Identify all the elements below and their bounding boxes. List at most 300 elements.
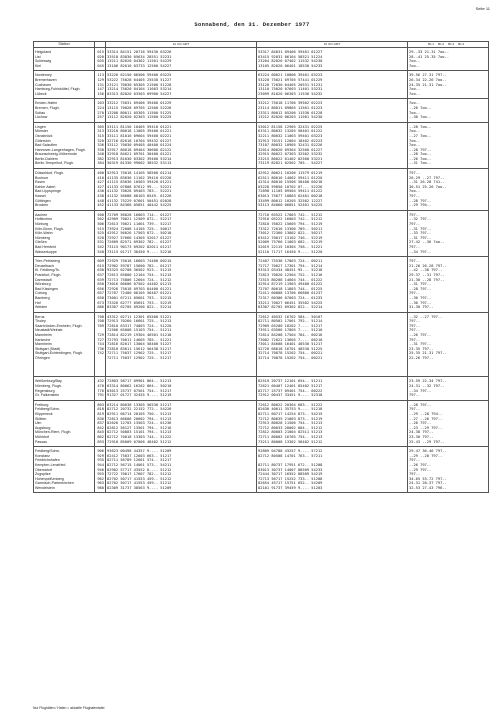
observations-15: [257, 71, 408, 99]
station-ids-line: 147: [97, 87, 104, 92]
observations-12-line: 13211 82020 04302 11501 54229: [107, 59, 172, 64]
observations-15: [257, 48, 408, 71]
station-ids-line: 657: [97, 291, 104, 296]
extra-values-line: 24-31 --32 797--: [409, 384, 445, 388]
station-names-line: Gießen: [35, 240, 47, 245]
station-group: [34, 377, 489, 400]
observations-12-line: 82702 50717 41553 459-- 51212: [107, 476, 172, 481]
station-names: [34, 71, 95, 99]
observations-15-line: 72621 60407 12401 85402 51217: [258, 384, 323, 388]
observations-15: [257, 447, 408, 493]
station-names-line: Wasserkuppe: [35, 249, 57, 254]
extra-values-line: 25-35 21-31 797--: [409, 351, 447, 356]
observations-15-line: 63311 80032 13205 58401 01222: [258, 129, 323, 134]
station-names: [34, 447, 95, 493]
station-names-line: Wendelstein: [35, 485, 55, 490]
station-ids-line: 452: [97, 203, 104, 208]
observations-12-line: 93325 02708 36502 923-- 51215: [107, 268, 172, 273]
station-names-line: Köln-Wahn: [35, 231, 53, 236]
station-ids-line: 224: [97, 105, 104, 110]
station-names-line: Stuttgart (Stadt): [35, 346, 61, 351]
extra-values: [408, 447, 489, 493]
station-ids-line: 548: [97, 249, 104, 254]
extra-values-line: 7oo--: [409, 63, 421, 68]
observations-12-line: 72929 75018 16603 74400 00215: [107, 259, 172, 264]
station-group: [34, 312, 489, 377]
station-names-line: Bremen, Flugh.: [35, 105, 60, 110]
station-ids: [95, 210, 106, 256]
station-names-line: Stötten: [35, 416, 47, 421]
observations-12-line: 72707 72400 06105 56407 01221: [107, 291, 172, 296]
observations-15-line: 52019 22115 10304 758-- 51221: [258, 244, 323, 249]
extra-values-line: 29-37 --31 797--: [409, 272, 445, 277]
station-names-line: Stuttgart-Echterdingen, Flugh.: [35, 351, 83, 356]
observations-12-line: 83013 25737 07501 754-- 51217: [107, 388, 172, 393]
station-names-line: Passau: [35, 439, 47, 444]
observations-15-line: 32211 80032 11003 59401 03223: [258, 133, 323, 138]
extra-values: [408, 377, 489, 400]
station-names-line: Gütersloh: [35, 138, 51, 143]
station-ids-line: 470: [97, 384, 104, 388]
observations-12: [106, 122, 257, 168]
observations-12-line: 43312 02711 12301 65500 51221: [107, 314, 172, 319]
extra-values-line: 29-47 36-46 797--: [409, 449, 447, 454]
station-names-line: Tholey: [35, 319, 46, 324]
observations-12-line: 73115 90173 09202 82011 01217: [107, 244, 172, 249]
observations-15-line: 72407 75538 17803 724-- 00211: [258, 259, 323, 264]
page-number: Seite 11: [475, 6, 490, 11]
observations-12-line: 72711 75037 12902 725-- 51217: [107, 351, 172, 356]
station-ids: [95, 377, 106, 400]
observations-12-line: 73924 72608 14105 725-- 50017: [107, 226, 172, 231]
observations-15-line: 32914 87219 11903 49400 01222: [258, 282, 323, 287]
observations-12: [106, 312, 257, 377]
observations-12-line: 82911 66714 20105 750-- 51213: [107, 411, 172, 416]
station-names-line: Augsburg: [35, 425, 51, 430]
observations-15-line: 82630 40011 35753 9---- 51218: [258, 407, 323, 412]
observations-15: [257, 312, 408, 377]
observations-12: [106, 99, 257, 122]
station-ids-line: 528: [97, 235, 104, 240]
observations-12-line: 82812 56127 13501 794-- 51216: [107, 425, 172, 430]
extra-values-line: --28 797--: [409, 198, 432, 203]
observations-12-line: 32917 80018 09404 30600 02122: [107, 147, 172, 152]
extra-values-line: --34 797--: [409, 388, 432, 393]
observations-12-line: 42912 56026 17503 872-- 50210: [107, 231, 172, 236]
station-names: [34, 48, 95, 71]
station-names-line: Mannheim: [35, 342, 52, 347]
station-ids-line: 427: [97, 184, 104, 189]
extra-values-line: 7oo--: [409, 189, 421, 194]
observations-15-line: 23204 82020 07402 11532 54230: [258, 59, 323, 64]
extra-values-line: --27 --26 797--: [409, 416, 443, 421]
station-names-line: Brocken: [35, 203, 49, 208]
station-ids-line: 650: [97, 282, 104, 287]
station-names-line: Ulm: [35, 421, 42, 426]
observations-15-line: 33120 72030 04405 20531 51231: [258, 82, 323, 87]
station-ids-line: 045: [97, 63, 104, 68]
station-ids-line: 336: [97, 143, 104, 148]
station-ids-line: 686: [97, 305, 104, 310]
observations-15-line: 52009 75766 11003 682-- 52219: [258, 240, 323, 245]
observations-15-line: 52720 68018 16701 48530 51225: [258, 346, 323, 351]
observations-12-line: 30319 81330 99602 38532 53113: [107, 161, 172, 166]
observations-15-line: 42912 80021 10206 11579 01219: [258, 171, 323, 176]
station-ids-line: 020: [97, 54, 104, 59]
extra-values-line: 30-51 25-26 7oo--: [409, 184, 447, 189]
station-names-line: Freiburg: [35, 402, 49, 407]
station-ids-line: 382: [97, 156, 104, 161]
observations-15-line: 82712 80508 14701 763-- 57211: [258, 453, 323, 458]
station-names-line: Konstanz: [35, 453, 50, 458]
observations-12-line: 41133 07808 07612 99--- 52221: [107, 184, 172, 189]
station-names-line: Kiel: [35, 63, 41, 68]
observations-12-line: 73115 01717 36450 9---- 52216: [107, 249, 172, 254]
extra-values-line: --30 7oo--: [409, 115, 432, 120]
station-ids-line: 837: [97, 421, 104, 426]
observations-12: [106, 169, 257, 211]
extra-subheader: 8h-3: [448, 42, 455, 46]
weather-observations-table: [33, 41, 489, 493]
observations-15-line: 32714 70878 15202 754-- 00221: [258, 356, 323, 361]
extra-values-line: 23-59 22-34 797--: [409, 379, 447, 384]
station-ids-line: 709: [97, 323, 104, 328]
extra-values-line: 25-43 --29 797--: [409, 439, 445, 444]
station-names-line: Garmisch-Partenkirchen: [35, 481, 74, 486]
observations-12-line: 72506 65008 15103 754-- 51211: [107, 328, 172, 333]
observations-15-line: 42314 80010 15506 58400 00218: [258, 180, 323, 185]
extra-values-line: 797--: [409, 212, 421, 217]
station-names-line: Trier-Petrisberg: [35, 259, 60, 264]
extra-values-line: 7oo--: [409, 138, 421, 143]
station-ids-line: 637: [97, 272, 104, 277]
observations-15: [257, 169, 408, 211]
station-ids-line: 338: [97, 147, 104, 152]
observations-15-line: 33212 75018 11706 39502 02223: [258, 101, 323, 106]
station-ids-line: 156: [97, 91, 104, 96]
observations-15-line: 53220 75021 09705 57441 01229: [258, 77, 323, 82]
observations-15: [257, 99, 408, 122]
observations-15-line: 32014 80020 09304 32500 01227: [258, 147, 323, 152]
station-names-line: Göttingen: [35, 198, 51, 203]
extra-values-line: 21-30 --28 797--: [409, 277, 445, 282]
observations-12-line: 72818 83011 15612 56438 51217: [107, 346, 172, 351]
extra-values-line: 797--: [409, 222, 421, 226]
station-ids-line: 673: [97, 300, 104, 305]
observations-15-line: 72814 84208 17504 784-- 00216: [258, 333, 323, 338]
extra-values-line: 24-31 28-37 797--: [409, 481, 447, 486]
extra-values-line: 24-35 21-31 7oo--: [409, 82, 447, 87]
observations-12-line: 72722 70017 17607 782-- 51212: [107, 472, 172, 477]
page-title: Sonnabend, den 31. Dezember 1977: [194, 21, 310, 28]
station-ids-line: 015: [97, 50, 104, 54]
extra-values-line: --28 797--: [409, 147, 432, 152]
extra-values-line: 7oo--: [409, 143, 421, 148]
station-names-line: Braunschweig-Völkenrode: [35, 152, 77, 157]
observations-15-line: 23114 80011 09805 11501 01223: [258, 105, 323, 110]
station-group: [34, 210, 489, 256]
station-ids-line: 525: [97, 231, 104, 236]
observations-12-line: 72902 59787 15600 782-- 01217: [107, 263, 172, 268]
extra-values-line: --28 797--: [409, 286, 432, 291]
station-ids-line: 845: [97, 430, 104, 435]
extra-values-line: 23-30 797--: [409, 434, 434, 439]
observations-12-line: 82902 57717 43552 8---- 51212: [107, 467, 172, 472]
station-names-line: Öhringen: [35, 356, 50, 361]
station-ids-line: 203: [97, 101, 104, 106]
station-ids-line: 929: [97, 453, 104, 458]
observations-15-line: 73119 82021 02502 705-- 54227: [258, 161, 323, 166]
observations-15-line: 73012 72360 13802 822-- 50217: [258, 231, 323, 236]
station-names-line: Berlin-Dahlem: [35, 156, 58, 161]
extra-subheader: 8h-2: [437, 42, 444, 46]
observations-15: [257, 257, 408, 313]
station-ids-line: 129: [97, 77, 104, 82]
station-names-line: Bad Salzuflen: [35, 143, 58, 148]
station-ids-line: 430: [97, 189, 104, 194]
station-ids-line: 448: [97, 198, 104, 203]
station-ids-line: 515: [97, 226, 104, 231]
observations-12-line: 41133 84368 05851 40442 54225: [107, 203, 172, 208]
station-names: [34, 257, 95, 313]
observations-12: [106, 71, 257, 99]
station-names-line: Helgoland: [35, 50, 52, 54]
observations-12: [106, 257, 257, 313]
observations-12-line: 72927 57666 14305 52017 01227: [107, 235, 172, 240]
observations-15-line: 72707 80018 11803 744-- 01225: [258, 286, 323, 291]
station-ids-line: 744: [97, 342, 104, 347]
extra-values-line: 7oo--: [409, 91, 421, 96]
observations-15-line: 73002 72022 13605 7---- 00210: [258, 337, 323, 342]
extra-values-line: 28--41 25-35 7oo--: [409, 54, 449, 59]
station-ids-line: 727: [97, 337, 104, 342]
station-names-line: Regensburg: [35, 388, 55, 393]
observations-12-line: 72709 56028 16003 714-- 01227: [107, 212, 172, 217]
station-ids-line: 736: [97, 346, 104, 351]
extra-values-line: 797--: [409, 323, 421, 328]
station-ids-line: 742: [97, 351, 104, 356]
observations-12-line: 41132 70028 09403 783-- 52221: [107, 189, 172, 194]
station-ids-line: 656: [97, 286, 104, 291]
station-group: [34, 99, 489, 122]
extra-values-line: --31 797--: [409, 235, 432, 240]
extra-values: [408, 99, 489, 122]
observations-15-line: 72898 11105 09504 59411 01222: [258, 189, 323, 194]
observations-12-line: 82712 20732 22152 772-- 54226: [107, 407, 172, 412]
observations-12-line: 82712 56715 14001 573-- 54211: [107, 462, 172, 467]
extra-values-line: 797--: [409, 393, 421, 398]
station-ids-line: 819: [97, 411, 104, 416]
station-ids-line: 639: [97, 277, 104, 282]
observations-15-line: 83307 82702 09302 822-- 52214: [258, 305, 323, 310]
observations-12-line: 83307 62705 09206 822-- 52214: [107, 305, 172, 310]
station-ids-line: 791: [97, 393, 104, 398]
station-ids-line: 320: [97, 138, 104, 143]
extra-values-line: 23-35 797--: [409, 346, 434, 351]
observations-12-line: 82702 50717 41553 459-- 51212: [107, 481, 172, 486]
station-names-line: Kl. Feldberg/Ts.: [35, 268, 60, 273]
station-names-line: Norderney: [35, 73, 52, 78]
extra-values-line: 24-38 797--: [409, 430, 434, 435]
extra-values-line: --32 797--: [409, 217, 432, 222]
station-names-line: Soltau: [35, 110, 46, 115]
observations-12-line: 72926 75018 09703 84400 01221: [107, 286, 172, 291]
observations-15-line: 72712 80035 21003 873-- 51219: [258, 416, 323, 421]
station-names: [34, 210, 95, 256]
station-group: [34, 122, 489, 168]
station-ids-line: 035: [97, 59, 104, 64]
observations-15-line: 72710 65522 17003 742-- 51212: [258, 212, 323, 217]
extra-values-line: --28 797--: [409, 402, 432, 407]
station-names: [34, 377, 95, 400]
station-ids-line: 963: [97, 481, 104, 486]
station-names-line: Friedrichshafen: [35, 458, 60, 463]
observations-12-line: 52913 75018 14105 58500 01214: [107, 171, 172, 176]
station-ids-line: 803: [97, 402, 104, 407]
extra-values-line: 39-56 27-31 797--: [409, 73, 447, 78]
extra-values-line: --31 26-28 741--: [409, 180, 445, 185]
station-ids-line: 944: [97, 462, 104, 467]
observations-15-line: 82711 80502 17001 792-- 51214: [258, 319, 323, 324]
observations-15-line: 53317 84031 09406 59401 01227: [258, 50, 323, 54]
station-names: [34, 122, 95, 168]
station-names-line: Essen: [35, 180, 45, 185]
extra-values: [408, 400, 489, 446]
extra-values-line: 27-42 --36 7oo--: [409, 240, 445, 245]
observations-15-line: 72910 05222 16003 742-- 51212: [258, 217, 323, 222]
station-ids-line: 427: [97, 180, 104, 185]
observations-12-line: 82712 50803 15101 794-- 51213: [107, 430, 172, 435]
observations-12-line: 72810 63317 74003 724-- 51220: [107, 323, 172, 328]
station-names-line: Düsseldorf, Flugh.: [35, 171, 65, 176]
extra-values-line: --29 797--: [409, 467, 432, 472]
observations-15-line: 72717 70027 17301 794-- 51214: [258, 263, 323, 268]
observations-15-line: 82654 45717 15751 652-- 54209: [258, 481, 323, 486]
observations-12: [106, 377, 257, 400]
observations-15-line: 82711 60717 14254 873-- 54215: [258, 411, 323, 416]
extra-values-line: --32 --27 797--: [409, 314, 443, 319]
extra-values-line: --26 7oo--: [409, 156, 432, 161]
station-ids: [95, 169, 106, 211]
station-ids-line: 776: [97, 388, 104, 393]
station-ids-line: 315: [97, 133, 104, 138]
observations-12-line: 72613 65800 12104 754-- 51215: [107, 272, 172, 277]
station-names-line: Oberstdorf: [35, 467, 52, 472]
extra-values-line: --26 797--: [409, 462, 432, 467]
observations-12-line: 82711 56789 12601 574-- 51217: [107, 458, 172, 463]
observations-15-line: 82717 25737 09401 754-- 00222: [258, 388, 323, 393]
station-ids-line: 906: [97, 449, 104, 454]
observations-15: [257, 400, 408, 446]
observations-15-line: 72812 80003 21004 82511 51213: [258, 430, 323, 435]
observations-12-line: 72711 75037 12902 725-- 51217: [107, 356, 172, 361]
extra-values-line: 26-34 22-26 7oo--: [409, 77, 447, 82]
station-names: [34, 400, 95, 446]
observations-12-line: 33112 70030 09405 40400 01224: [107, 143, 172, 148]
station-ids-line: 955: [97, 472, 104, 477]
station-ids: [95, 257, 106, 313]
station-names-line: Hof: [35, 300, 41, 305]
observations-12-line: 32716 82018 10704 59432 01227: [107, 138, 172, 143]
station-names-line: Gr. Falkenstein: [35, 393, 60, 398]
extra-values-line: 797--: [409, 259, 421, 264]
station-ids-line: 935: [97, 458, 104, 463]
station-ids: [95, 447, 106, 493]
observations-15-line: 72612 80022 20304 683-- 51222: [258, 402, 323, 407]
station-names-line: Bad Kissingen: [35, 286, 58, 291]
observations-15-line: 63013 75077 10803 62401 00218: [258, 194, 323, 199]
station-ids: [95, 99, 106, 122]
extra-values-line: 797--: [409, 244, 421, 249]
observations-15-line: 13105 82020 06401 18530 54233: [258, 63, 323, 68]
station-ids-line: 842: [97, 425, 104, 430]
station-names-line: Lübeck: [35, 91, 47, 96]
station-ids-line: 506: [97, 222, 104, 226]
observations-12-line: 42909 70021 12509 872-- 52217: [107, 217, 172, 222]
station-names-line: Lingen: [35, 124, 46, 129]
station-names-line: Mühldorf: [35, 434, 49, 439]
observations-15: [257, 210, 408, 256]
extra-subheader: 8h-4: [458, 42, 465, 46]
header-station: Station: [34, 42, 95, 48]
observations-15-line: 92809 04788 43257 9---- 57212: [258, 449, 323, 454]
header-block-12: 12 Uhr GMT: [106, 42, 257, 48]
observations-12-line: 13106 82010 03733 12500 54227: [107, 63, 172, 68]
station-names-line: Feldberg/Schw.: [35, 449, 60, 454]
observations-12-line: 41135 83036 11102 39410 02226: [107, 175, 172, 180]
extra-values-line: 29--33 21-31 7oo--: [409, 50, 449, 54]
extra-values-line: --30 797--: [409, 300, 432, 305]
extra-values-line: 797--: [409, 458, 421, 463]
observations-12-line: 82626 12703 13503 724-- 01236: [107, 421, 172, 426]
observations-12-line: 73001 67211 05601 753-- 52215: [107, 295, 172, 300]
station-names-line: Münster: [35, 129, 48, 134]
station-names-line: Lüchow: [35, 115, 48, 120]
observations-12-line: 72803 58717 09901 864-- 51213: [107, 379, 172, 384]
extra-values-line: --23 --29 797--: [409, 425, 443, 430]
observations-12-line: 41132 56688 08103 8549- 61226: [107, 194, 172, 199]
station-names-line: Neustadt/Weinstr.: [35, 328, 64, 333]
observations-15-line: 73211 80008 13302 58402 51212: [258, 439, 323, 444]
extra-values-line: --42 --38 797--: [409, 268, 443, 273]
extra-values-line: 26-29 --27 797--: [409, 175, 445, 180]
observations-15: [257, 122, 408, 168]
station-group: [34, 48, 489, 71]
extra-values-line: 797--: [409, 472, 421, 477]
station-ids-line: 348: [97, 152, 104, 157]
station-group: [34, 71, 489, 99]
station-ids: [95, 71, 106, 99]
extra-values: [408, 210, 489, 256]
station-names-line: Deuselbach: [35, 263, 54, 268]
observations-15-line: 62511 80010 14002 59411 01220: [258, 175, 323, 180]
station-names-line: Nürnberg, Flugh.: [35, 384, 62, 388]
extra-values-line: 32-53 27-43 796--: [409, 485, 447, 490]
station-ids-line: 257: [97, 115, 104, 120]
station-names-line: Würzburg: [35, 282, 51, 287]
station-group: [34, 169, 489, 211]
observations-15-line: 33211 70027 06451 35502 54225: [258, 300, 323, 305]
observations-15-line: 03228 59850 10702 07--- 52226: [258, 184, 323, 189]
extra-values-line: 7oo--: [409, 59, 421, 64]
observations-15-line: 72713 56717 15252 733-- 51208: [258, 476, 323, 481]
station-names-line: Emden-Hafen: [35, 101, 58, 106]
observations-15-line: 82519 20737 12101 654-- 51211: [258, 379, 323, 384]
observations-15-line: 32714 70878 15202 754-- 00221: [258, 351, 323, 356]
station-names-line: Darmstadt: [35, 277, 52, 282]
station-names-line: Bad Lippspringe: [35, 189, 61, 194]
station-ids-line: 400: [97, 171, 104, 176]
